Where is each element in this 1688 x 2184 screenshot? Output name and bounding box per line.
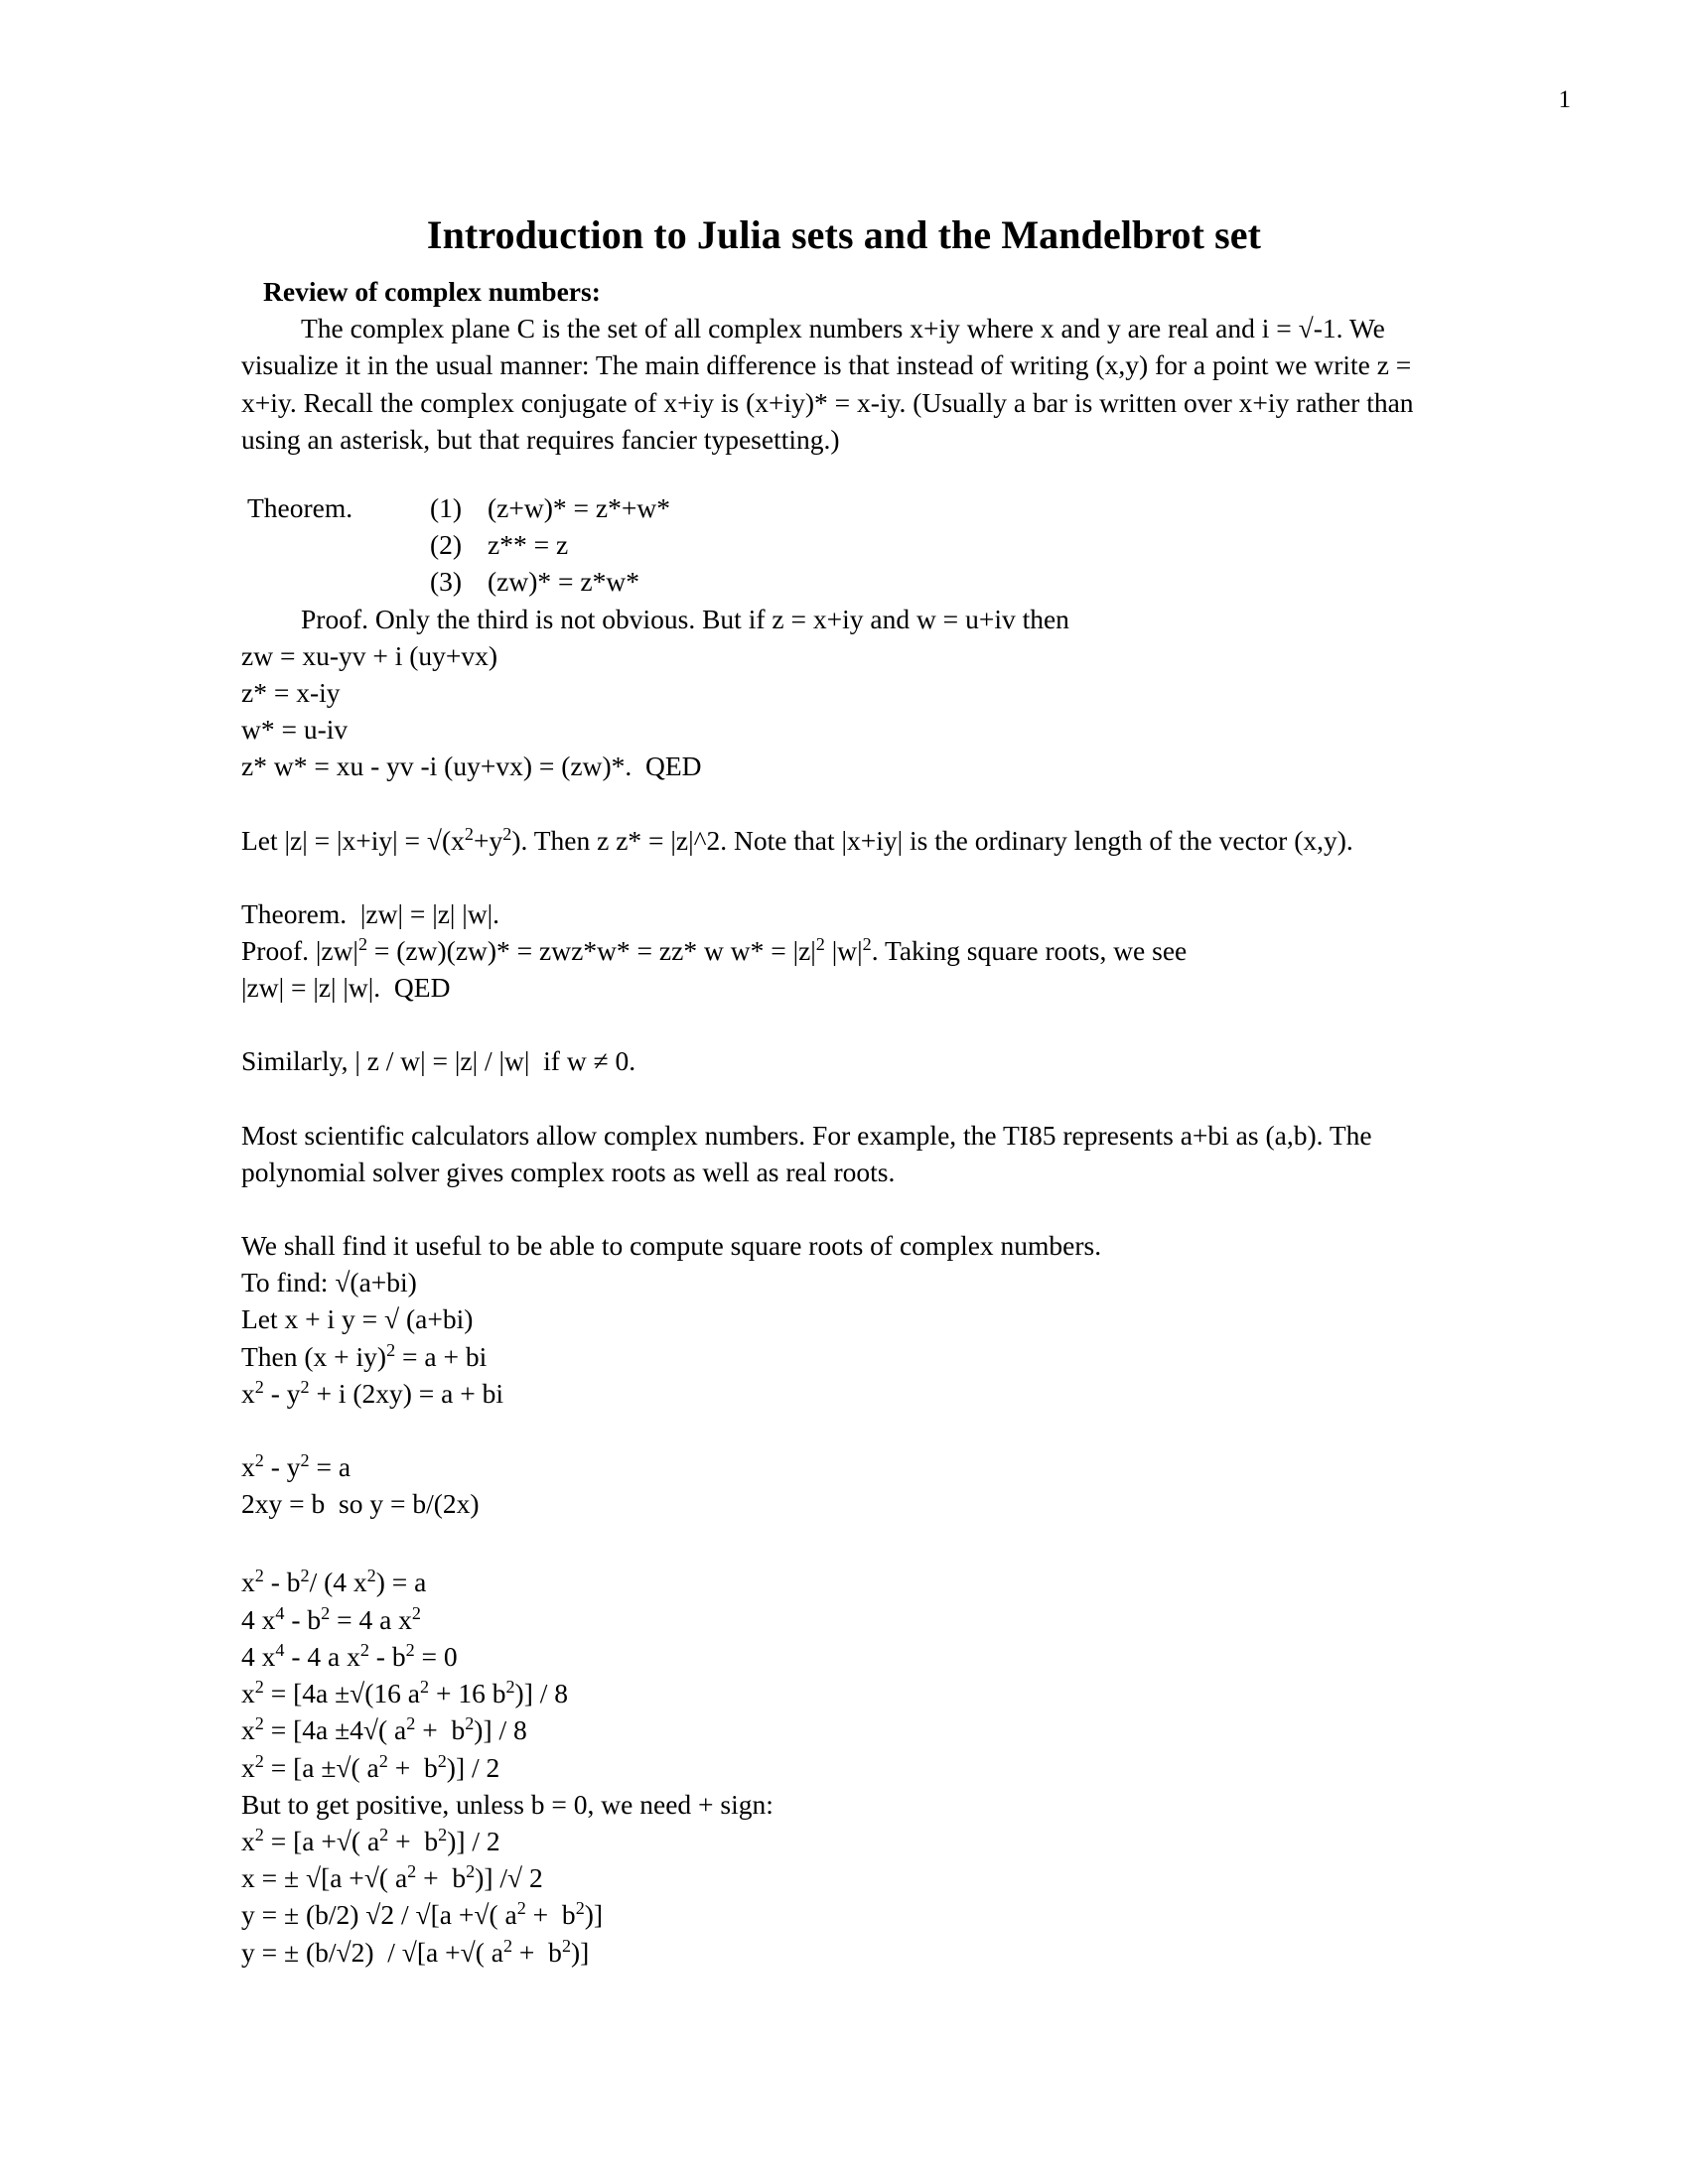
equation-text: x xyxy=(241,1377,255,1409)
equation-exponent: 4 xyxy=(275,1639,285,1660)
equation-exponent: 2 xyxy=(561,1935,572,1956)
theorem-row xyxy=(241,489,1433,526)
square-root-intro-line: We shall find it useful to be able to compute square roots of complex numbers. xyxy=(241,1230,1102,1262)
equation-text: - 4 a x xyxy=(284,1640,360,1672)
equation-text: )] / 2 xyxy=(446,1751,500,1783)
equation-text: = [a ±√( a xyxy=(263,1751,379,1783)
equation-exponent: 2 xyxy=(254,1824,264,1844)
equation-text: Then (x + iy) xyxy=(241,1340,387,1372)
equation-exponent: 2 xyxy=(575,1898,585,1919)
proof-line: w* = u-iv xyxy=(241,714,349,746)
theorem-row xyxy=(241,563,1433,600)
equation-line xyxy=(241,1711,1433,1748)
equation-exponent: 2 xyxy=(465,1713,475,1734)
theorem-item-statement: (zw)* = z*w* xyxy=(488,566,639,598)
equation-text: - b xyxy=(263,1567,301,1598)
equation-text: )] / 8 xyxy=(514,1678,569,1709)
proof-line: z* = x-iy xyxy=(241,677,341,709)
equation-text: = [a +√( a xyxy=(263,1825,380,1856)
equation-text: x xyxy=(241,1567,255,1598)
equation-exponent: 2 xyxy=(254,1449,264,1470)
equation-exponent: 2 xyxy=(516,1898,526,1919)
equation-exponent: 2 xyxy=(411,1602,421,1623)
theorem-item-statement: z** = z xyxy=(488,529,569,561)
equation-exponent: 2 xyxy=(505,1676,515,1697)
equation-exponent: 2 xyxy=(420,1676,430,1697)
equation-text: )] / 8 xyxy=(474,1714,527,1746)
equation-text: Let x + i y = √ (a+bi) xyxy=(241,1303,474,1335)
equation-text: ) = a xyxy=(375,1567,427,1598)
equation-line xyxy=(241,1934,1433,1971)
equation-line xyxy=(241,1338,1433,1375)
equation-text: )] /√ 2 xyxy=(475,1862,543,1894)
page-title: Introduction to Julia sets and the Mandelbrot set xyxy=(426,211,1262,257)
equation-exponent: 2 xyxy=(407,1860,417,1881)
equation-text: + b xyxy=(387,1751,438,1783)
equation-exponent: 2 xyxy=(406,1713,416,1734)
derivation-group-1 xyxy=(241,1264,1433,1412)
equation-text: x xyxy=(241,1825,255,1856)
calculator-paragraph: Most scientific calculators allow complex numbers. For example, the TI85 represents a+bi as (a,b). The polynomial solver gives complex roots as well as real roots. xyxy=(241,1119,1372,1187)
proof-exponent: 2 xyxy=(815,933,825,954)
spacer xyxy=(241,1522,1433,1564)
equation-text: y = ± (b/√2) / √[a +√( a xyxy=(241,1936,503,1968)
equation-text: 4 x xyxy=(241,1640,276,1672)
equation-text: - y xyxy=(263,1451,301,1483)
theorem-item-number: (2) xyxy=(430,529,463,561)
proof-exponent: 2 xyxy=(357,933,368,954)
proof-line: zw = xu-yv + i (uy+vx) xyxy=(241,639,498,671)
proof-text-a: Proof. |zw| xyxy=(241,935,358,967)
proof-text-c: |w| xyxy=(824,935,863,967)
derivation-group-2 xyxy=(241,1448,1433,1522)
equation-text: To find: √(a+bi) xyxy=(241,1267,417,1298)
equation-line xyxy=(241,1749,1433,1786)
equation-exponent: 2 xyxy=(300,1376,310,1397)
equation-text: + 16 b xyxy=(429,1678,506,1709)
equation-text: But to get positive, unless b = 0, we need + sign: xyxy=(241,1788,774,1820)
equation-text: )] xyxy=(571,1936,590,1968)
equation-text: x xyxy=(241,1751,255,1783)
intro-paragraph: The complex plane C is the set of all complex numbers x+iy where x and y are real and i = √-1. We visualize it in the usual manner: The main difference is that instead of writing (x,y) for a point we write z = x+iy. Recall the complex conjugate of x+iy is (x+iy)* = x-iy. (Usually a bar is written over x+iy rather than using an asterisk, but that requires fancier typesetting.) xyxy=(241,313,1414,455)
equation-exponent: 2 xyxy=(379,1824,389,1844)
equation-exponent: 2 xyxy=(254,1750,264,1771)
equation-exponent: 2 xyxy=(254,1566,264,1586)
equation-text: - b xyxy=(284,1603,322,1635)
equation-exponent: 4 xyxy=(275,1602,285,1623)
equation-exponent: 2 xyxy=(502,1935,513,1956)
equation-line xyxy=(241,1375,1433,1412)
equation-line xyxy=(241,1564,1433,1600)
proof-text-d: . Taking square roots, we see xyxy=(871,935,1188,967)
proof-exponent: 2 xyxy=(862,933,872,954)
equation-exponent: 2 xyxy=(254,1376,264,1397)
spacer xyxy=(241,458,1433,489)
equation-text: + b xyxy=(512,1936,562,1968)
equation-line xyxy=(241,1638,1433,1675)
equation-text: - y xyxy=(263,1377,301,1409)
equation-exponent: 2 xyxy=(254,1713,264,1734)
equation-text: x = ± √[a +√( a xyxy=(241,1862,408,1894)
equation-exponent: 2 xyxy=(321,1602,331,1623)
equation-exponent: 2 xyxy=(378,1750,388,1771)
equation-text: + i (2xy) = a + bi xyxy=(309,1377,504,1409)
theorem-conjugate-block xyxy=(241,489,1433,601)
equation-text: y = ± (b/2) √2 / √[a +√( a xyxy=(241,1899,517,1931)
equation-text: = a + bi xyxy=(395,1340,488,1372)
spacer xyxy=(241,859,1433,895)
spacer xyxy=(241,1006,1433,1042)
modulus-exponent: 2 xyxy=(502,823,512,844)
theorem-modulus-product-proof xyxy=(241,932,1433,969)
equation-exponent: 2 xyxy=(254,1676,264,1697)
equation-text: x xyxy=(241,1714,255,1746)
modulus-text-a: Let |z| = |x+iy| = √(x xyxy=(241,824,465,856)
document-body xyxy=(241,273,1433,1971)
equation-text: 2xy = b so y = b/(2x) xyxy=(241,1488,480,1520)
theorem-modulus-product-label: Theorem. |zw| = |z| |w|. xyxy=(241,897,500,929)
equation-line xyxy=(241,1823,1433,1859)
modulus-text-c: ). Then z z* = |z|^2. Note that |x+iy| is the ordinary length of the vector (x,y). xyxy=(511,824,1353,856)
equation-text: )] / 2 xyxy=(447,1825,500,1856)
derivation-group-3 xyxy=(241,1564,1433,1970)
spacer xyxy=(241,1190,1433,1227)
equation-exponent: 2 xyxy=(405,1639,415,1660)
equation-line xyxy=(241,1896,1433,1933)
modulus-exponent: 2 xyxy=(464,823,474,844)
equation-text: = a xyxy=(309,1451,352,1483)
equation-text: + b xyxy=(388,1825,439,1856)
equation-line xyxy=(241,1601,1433,1638)
equation-text: - b xyxy=(368,1640,406,1672)
modulus-text-b: +y xyxy=(474,824,503,856)
section-heading-review-of-complex-numbers: Review of complex numbers: xyxy=(263,276,601,307)
equation-exponent: 2 xyxy=(300,1566,310,1586)
equation-text: x xyxy=(241,1451,255,1483)
equation-exponent: 2 xyxy=(366,1566,376,1586)
equation-text: 4 x xyxy=(241,1603,276,1635)
equation-line xyxy=(241,1675,1433,1711)
equation-text: )] xyxy=(584,1899,604,1931)
spacer xyxy=(241,1080,1433,1117)
theorem-item-statement: (z+w)* = z*+w* xyxy=(488,492,670,524)
equation-line xyxy=(241,1786,1433,1823)
equation-text: + b xyxy=(416,1862,467,1894)
equation-line xyxy=(241,1448,1433,1485)
equation-exponent: 2 xyxy=(359,1639,369,1660)
equation-exponent: 2 xyxy=(466,1860,476,1881)
equation-exponent: 2 xyxy=(437,1750,447,1771)
equation-exponent: 2 xyxy=(300,1449,310,1470)
equation-text: = [4a ±√(16 a xyxy=(263,1678,420,1709)
theorem-item-number: (1) xyxy=(430,492,463,524)
equation-text: = 0 xyxy=(414,1640,458,1672)
proof-intro-line: Proof. Only the third is not obvious. But if z = x+iy and w = u+iv then xyxy=(301,603,1069,634)
equation-exponent: 2 xyxy=(438,1824,448,1844)
equation-text: x xyxy=(241,1678,255,1709)
theorem-label: Theorem. xyxy=(247,492,353,524)
equation-exponent: 2 xyxy=(386,1339,396,1360)
page-number: 1 xyxy=(1558,86,1571,113)
proof-line: z* w* = xu - yv -i (uy+vx) = (zw)*. QED xyxy=(241,751,702,782)
equation-line xyxy=(241,1485,1433,1522)
proof-text-b: = (zw)(zw)* = zwz*w* = zz* w w* = |z| xyxy=(367,935,816,967)
equation-text: = [4a ±4√( a xyxy=(263,1714,407,1746)
equation-line xyxy=(241,1859,1433,1896)
equation-text: / (4 x xyxy=(309,1567,367,1598)
spacer xyxy=(241,1412,1433,1448)
equation-text: = 4 a x xyxy=(330,1603,412,1635)
equation-line xyxy=(241,1300,1433,1337)
similarly-quotient-line: Similarly, | z / w| = |z| / |w| if w ≠ 0. xyxy=(241,1045,636,1077)
equation-text: + b xyxy=(415,1714,466,1746)
theorem-modulus-product-qed: |zw| = |z| |w|. QED xyxy=(241,972,451,1004)
modulus-definition-paragraph xyxy=(241,822,1433,859)
spacer xyxy=(241,785,1433,822)
theorem-row xyxy=(241,526,1433,563)
theorem-item-number: (3) xyxy=(430,566,463,598)
equation-text: + b xyxy=(525,1899,576,1931)
equation-line xyxy=(241,1264,1433,1300)
